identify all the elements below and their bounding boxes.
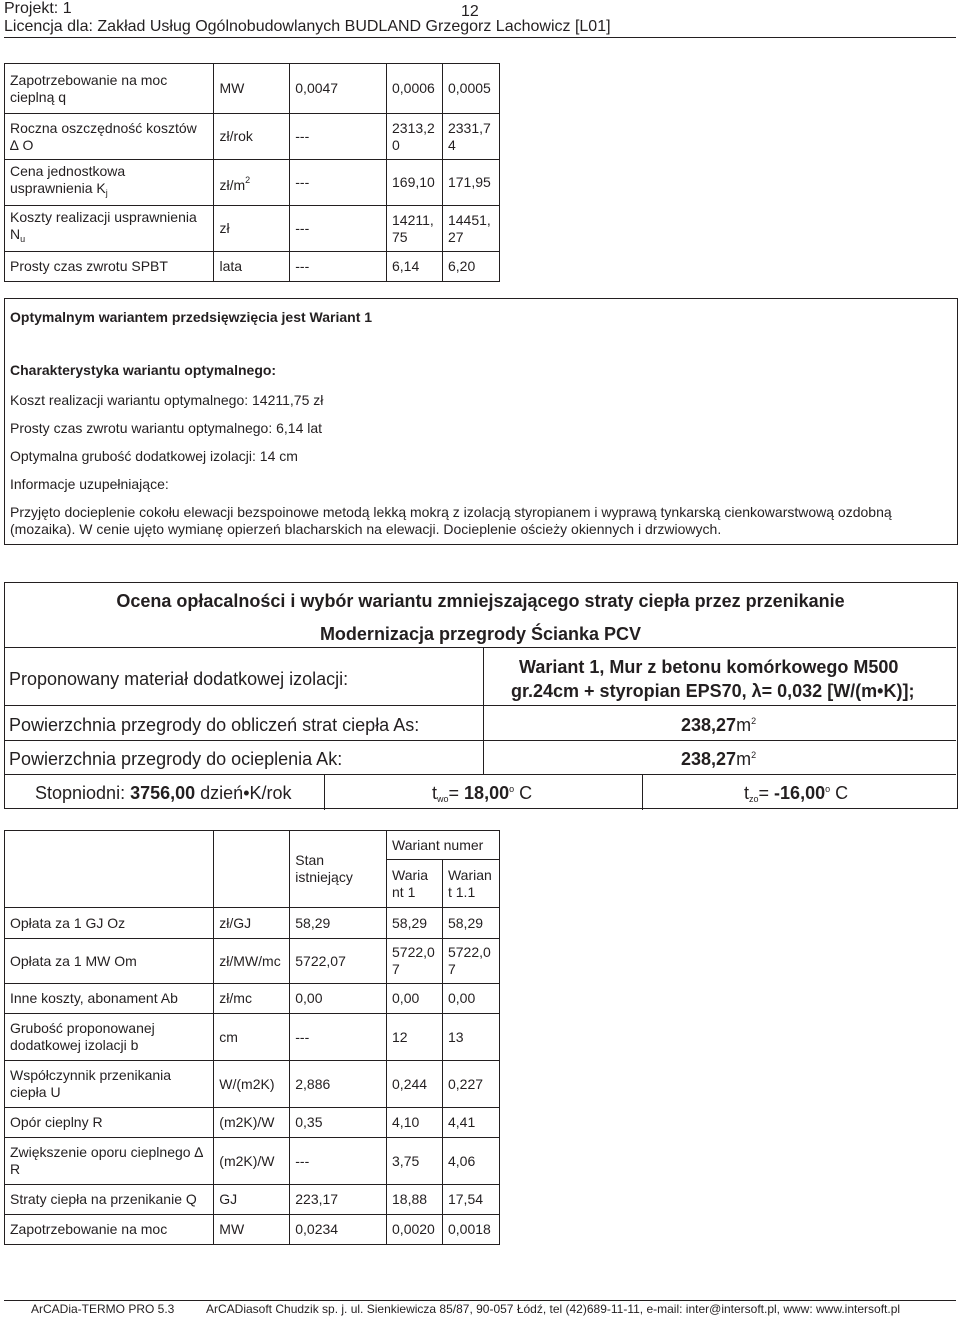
- assessment-subtitle: Modernizacja przegrody Ścianka PCV: [319, 624, 642, 644]
- cell-variant11: 13: [442, 1014, 499, 1061]
- cell-state: 2,886: [290, 1061, 387, 1108]
- table-row: [5, 206, 500, 252]
- row-label-sub: j: [105, 188, 108, 198]
- table-row: [5, 160, 500, 206]
- header-variant11: Warian t 1.1: [442, 860, 499, 908]
- row-label: Zwiększenie oporu cieplnego ∆ R: [5, 1138, 214, 1185]
- row-unit: lata: [214, 252, 290, 282]
- optimal-payback: Prosty czas zwrotu wariantu optymalnego: 6,14 lat: [10, 420, 323, 436]
- row-unit: zł/mc: [214, 984, 290, 1014]
- material-label: Proponowany materiał dodatkowej izolacji:: [9, 669, 349, 689]
- header-state: Stan istniejący: [290, 831, 387, 908]
- table-row: [5, 908, 500, 939]
- row-label: Straty ciepła na przenikanie Q: [5, 1185, 214, 1215]
- temp-sub: wo: [437, 794, 449, 804]
- table-row: [5, 64, 500, 114]
- variants-table: [4, 830, 500, 1245]
- column-divider: [483, 647, 484, 774]
- footer-company: ArCADiasoft Chudzik sp. j. ul. Sienkiewicza 85/87, 90-057 Łódź, tel (42)689-11-11, e-mail: inter@intersoft.pl, www: www.intersoft.pl: [206, 1302, 901, 1316]
- degree-days-value: 3756,00: [130, 783, 196, 803]
- row-unit: zł/rok: [214, 114, 290, 160]
- row-divider: [5, 647, 956, 648]
- row-label: [5, 206, 214, 252]
- cell-variant1: 0,0020: [387, 1215, 443, 1245]
- area-as-sup: 2: [751, 716, 757, 726]
- table-header-row: [5, 831, 500, 860]
- degree-days: [35, 783, 292, 804]
- cell-state: 223,17: [290, 1185, 387, 1215]
- temp-eq: =: [758, 783, 775, 803]
- cell-variant1: 3,75: [387, 1138, 443, 1185]
- cell-state: 5722,07: [290, 939, 387, 984]
- row-label: Inne koszty, abonament Ab: [5, 984, 214, 1014]
- cell-variant11: 0,227: [442, 1061, 499, 1108]
- material-text: gr.24cm + styropian EPS70,: [511, 681, 752, 701]
- row-unit: zł/MW/mc: [214, 939, 290, 984]
- row-unit: W/(m2K): [214, 1061, 290, 1108]
- area-as-label: Powierzchnia przegrody do obliczeń strat ciepła As:: [9, 715, 420, 735]
- cell-state: 58,29: [290, 908, 387, 939]
- cell-variant1: 0,244: [387, 1061, 443, 1108]
- cell-variant11: 4,41: [442, 1108, 499, 1138]
- project-label: Projekt: 1: [4, 0, 72, 17]
- cell-variant1: 6,14: [387, 252, 443, 282]
- cell-variant11: 5722,0 7: [442, 939, 499, 984]
- row-label-text: Cena jednostkowa usprawnienia K: [10, 163, 126, 196]
- header-empty: [214, 831, 290, 908]
- cell-variant11: 14451, 27: [442, 206, 499, 252]
- cell-variant11: 6,20: [442, 252, 499, 282]
- row-label-sub: u: [20, 234, 26, 244]
- row-label: Opłata za 1 GJ Oz: [5, 908, 214, 939]
- row-unit: zł/GJ: [214, 908, 290, 939]
- cell-variant11: 4,06: [442, 1138, 499, 1185]
- internal-temperature: [432, 783, 532, 804]
- area-as-value: [681, 715, 756, 736]
- cell-variant1: 0,0006: [387, 64, 443, 114]
- row-unit-sup: 2: [245, 174, 251, 185]
- license-label: Licencja dla: Zakład Usług Ogólnobudowlanych BUDLAND Grzegorz Lachowicz [L01]: [4, 18, 611, 35]
- row-label: Zapotrzebowanie na moc: [5, 1215, 214, 1245]
- cell-state: 0,0234: [290, 1215, 387, 1245]
- row-label-line1: Roczna oszczędność kosztów: [10, 119, 197, 136]
- temp-symbol: t: [744, 783, 750, 803]
- row-unit: cm: [214, 1014, 290, 1061]
- optimal-thickness: Optymalna grubość dodatkowej izolacji: 14 cm: [10, 448, 298, 464]
- row-unit: [214, 160, 290, 206]
- row-label: Opór cieplny R: [5, 1108, 214, 1138]
- page-number: 12: [461, 3, 479, 20]
- material-value-line2: [511, 681, 914, 702]
- area-ak-sup: 2: [751, 750, 757, 760]
- table-row: [5, 984, 500, 1014]
- cell-variant1: 14211, 75: [387, 206, 443, 252]
- temp-symbol: t: [432, 783, 438, 803]
- assessment-box: [4, 582, 958, 809]
- row-unit: (m2K)/W: [214, 1138, 290, 1185]
- temp-value: -16,00: [774, 783, 826, 803]
- cell-state: ---: [290, 114, 387, 160]
- degree-days-label: Stopniodni:: [35, 783, 131, 803]
- cell-state: 0,00: [290, 984, 387, 1014]
- row-label: Zapotrzebowanie na moc cieplną q: [5, 64, 214, 114]
- temp-unit: C: [514, 783, 533, 803]
- row-unit: zł: [214, 206, 290, 252]
- cell-variant11: 17,54: [442, 1185, 499, 1215]
- row-label: Opłata za 1 MW Om: [5, 939, 214, 984]
- table-row: [5, 939, 500, 984]
- row-label: [5, 160, 214, 206]
- temp-value: 18,00: [464, 783, 510, 803]
- table-row: [5, 1138, 500, 1185]
- temp-sub: zo: [749, 794, 759, 804]
- row-label: Prosty czas zwrotu SPBT: [5, 252, 214, 282]
- area-ak-number: 238,27: [681, 749, 737, 769]
- temp-eq: =: [448, 783, 465, 803]
- optimal-cost: Koszt realizacji wariantu optymalnego: 14211,75 zł: [10, 392, 324, 408]
- row-divider: [5, 740, 956, 741]
- area-as-unit: m: [736, 715, 752, 735]
- row-divider: [5, 705, 956, 706]
- area-ak-label: Powierzchnia przegrody do ocieplenia Ak:: [9, 749, 343, 769]
- temp-unit: C: [830, 783, 849, 803]
- cell-variant1: 12: [387, 1014, 443, 1061]
- header-empty: [5, 831, 214, 908]
- cell-state: ---: [290, 160, 387, 206]
- additional-info-text: Przyjęto docieplenie cokołu elewacji bezspoinowe metodą lekką mokrą z izolacją styropianem i wyprawą tynkarską cienkowarstwową ozdobną (mozaika). W cenie ujęto wymianę opierzeń blacharskich na elewacji. Docieplenie ościeży okiennych i drzwiowych.: [10, 504, 892, 537]
- row-unit-text: zł/m: [219, 176, 246, 193]
- column-divider: [324, 774, 325, 810]
- table-row: [5, 1014, 500, 1061]
- row-unit: MW: [214, 64, 290, 114]
- cell-variant11: 58,29: [442, 908, 499, 939]
- row-unit: (m2K)/W: [214, 1108, 290, 1138]
- cell-variant11: 0,0018: [442, 1215, 499, 1245]
- degree-sup: o: [825, 784, 831, 794]
- footer-rule: [4, 1300, 956, 1301]
- cell-state: 0,35: [290, 1108, 387, 1138]
- row-unit: GJ: [214, 1185, 290, 1215]
- row-divider: [5, 774, 956, 775]
- cell-variant11: 171,95: [442, 160, 499, 206]
- cell-variant11: 0,0005: [442, 64, 499, 114]
- savings-table: [4, 63, 500, 282]
- material-value-line1: Wariant 1, Mur z betonu komórkowego M500: [519, 657, 899, 677]
- cell-variant1: 58,29: [387, 908, 443, 939]
- footer-software: ArCADia-TERMO PRO 5.3: [31, 1302, 175, 1316]
- cell-state: ---: [290, 206, 387, 252]
- characteristics-heading: Charakterystyka wariantu optymalnego:: [10, 362, 277, 378]
- summary-box: [4, 298, 958, 545]
- row-label-line2: ∆ O: [10, 136, 34, 153]
- row-label: Grubość proponowanej dodatkowej izolacji b: [5, 1014, 214, 1061]
- cell-variant1: 5722,0 7: [387, 939, 443, 984]
- cell-state: ---: [290, 1014, 387, 1061]
- cell-state: ---: [290, 252, 387, 282]
- external-temperature: [744, 783, 848, 804]
- table-row: [5, 1185, 500, 1215]
- cell-variant11: 0,00: [442, 984, 499, 1014]
- area-ak-unit: m: [736, 749, 752, 769]
- cell-variant1: 2313,2 0: [387, 114, 443, 160]
- assessment-title: Ocena opłacalności i wybór wariantu zmniejszającego straty ciepła przez przenikanie: [116, 591, 845, 611]
- table-row: [5, 1061, 500, 1108]
- table-row: [5, 1108, 500, 1138]
- lambda-symbol: λ: [751, 681, 762, 701]
- additional-info-heading: Informacje uzupełniające:: [10, 476, 169, 492]
- degree-sup: o: [509, 784, 515, 794]
- area-as-number: 238,27: [681, 715, 737, 735]
- cell-variant1: 0,00: [387, 984, 443, 1014]
- table-row: [5, 252, 500, 282]
- row-label: Współczynnik przenikania ciepła U: [5, 1061, 214, 1108]
- area-ak-value: [681, 749, 756, 770]
- cell-variant1: 169,10: [387, 160, 443, 206]
- column-divider: [642, 774, 643, 810]
- header-rule: [4, 37, 956, 38]
- row-label-text: Koszty realizacji usprawnienia N: [10, 209, 197, 242]
- cell-variant1: 18,88: [387, 1185, 443, 1215]
- cell-state: 0,0047: [290, 64, 387, 114]
- table-row: [5, 1215, 500, 1245]
- cell-variant1: 4,10: [387, 1108, 443, 1138]
- row-label: [5, 114, 214, 160]
- header-variant1: Waria nt 1: [387, 860, 443, 908]
- cell-variant11: 2331,7 4: [442, 114, 499, 160]
- lambda-value: = 0,032 [W/(m•K)];: [761, 681, 915, 701]
- row-unit: MW: [214, 1215, 290, 1245]
- optimal-variant-heading: Optymalnym wariantem przedsięwzięcia jest Wariant 1: [10, 309, 373, 325]
- header-variants: Wariant numer: [387, 831, 500, 860]
- cell-state: ---: [290, 1138, 387, 1185]
- degree-days-unit: dzień•K/rok: [195, 783, 292, 803]
- table-row: [5, 114, 500, 160]
